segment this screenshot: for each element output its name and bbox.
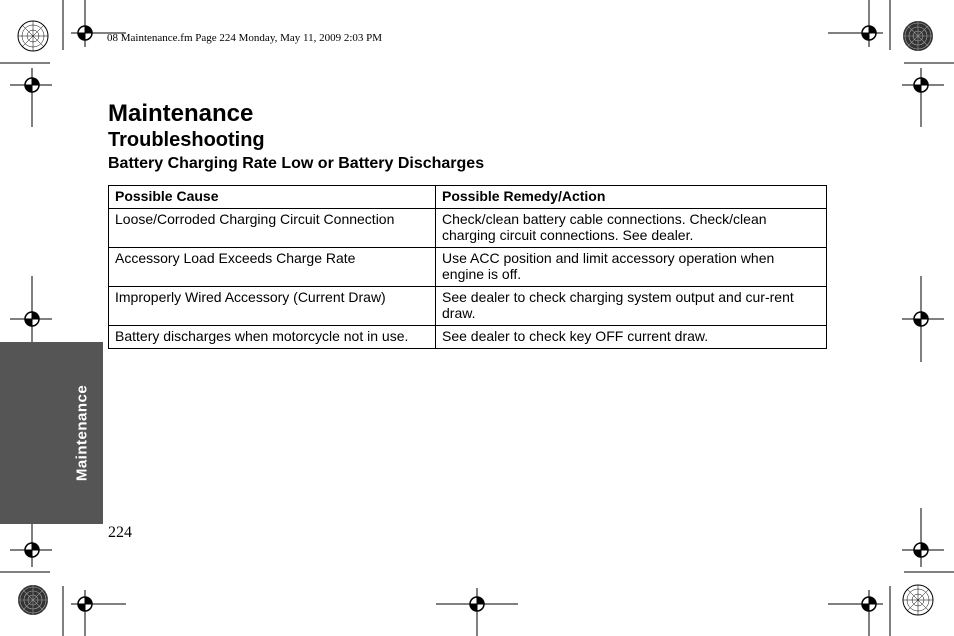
- subsection-title: Troubleshooting: [108, 129, 265, 151]
- table-row: [109, 287, 827, 326]
- table-row: [109, 326, 827, 349]
- cause-cell: Loose/Corroded Charging Circuit Connection: [109, 209, 436, 248]
- table-header-row: [109, 186, 827, 209]
- table-row: [109, 248, 827, 287]
- cause-cell: Accessory Load Exceeds Charge Rate: [109, 248, 436, 287]
- remedy-cell: Use ACC position and limit accessory operation when engine is off.: [436, 248, 827, 287]
- page-number: 224: [108, 524, 132, 541]
- cause-cell: Battery discharges when motorcycle not in use.: [109, 326, 436, 349]
- cause-cell: Improperly Wired Accessory (Current Draw): [109, 287, 436, 326]
- remedy-cell: See dealer to check key OFF current draw.: [436, 326, 827, 349]
- remedy-cell: See dealer to check charging system output and cur-rent draw.: [436, 287, 827, 326]
- column-header-remedy: Possible Remedy/Action: [436, 186, 827, 209]
- topic-title: Battery Charging Rate Low or Battery Discharges: [108, 155, 485, 172]
- column-header-cause: Possible Cause: [109, 186, 436, 209]
- section-title: Maintenance: [108, 100, 254, 127]
- file-header-note: 08 Maintenance.fm Page 224 Monday, May 11, 2009 2:03 PM: [107, 32, 383, 44]
- troubleshooting-table: [108, 185, 827, 349]
- chapter-side-tab-label: Maintenance: [73, 384, 91, 482]
- remedy-cell: Check/clean battery cable connections. Check/clean charging circuit connections. See dealer.: [436, 209, 827, 248]
- table-row: [109, 209, 827, 248]
